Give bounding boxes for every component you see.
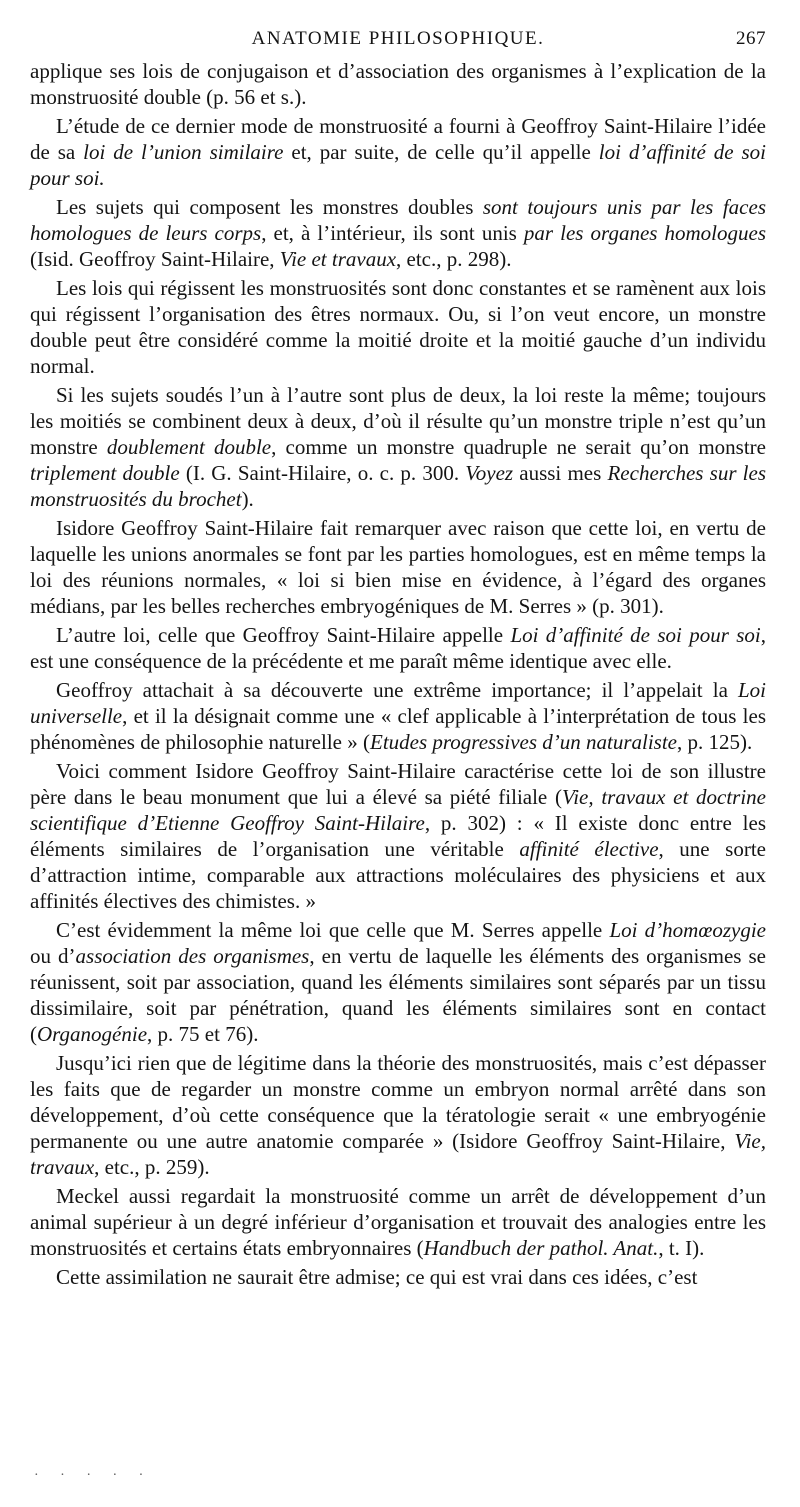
text-run: Les sujets qui composent les monstres doubles xyxy=(56,195,483,219)
italic-text: Loi d’affinité de soi pour soi xyxy=(510,623,761,647)
italic-text: Vie, travaux et doctrine scientifique d’Etienne Geoffroy Saint-Hilaire xyxy=(30,785,766,835)
text-run: L’étude de ce dernier mode de monstruosité a fourni à Geoffroy Saint-Hilaire l’idée de sa xyxy=(30,114,766,164)
text-run: , et il la désignait comme une « clef applicable à l’interprétation de tous les phénomènes de philosophie naturelle » ( xyxy=(30,704,766,754)
paragraph xyxy=(30,1050,766,1180)
paragraph xyxy=(30,677,766,755)
document-page xyxy=(30,28,766,1293)
text-run: Geoffroy attachait à sa découverte une extrême importance; il l’appelait la xyxy=(56,678,738,702)
italic-text: triplement double xyxy=(30,461,180,485)
italic-text: Organogénie xyxy=(37,1022,148,1046)
italic-text: association des organismes xyxy=(75,944,310,968)
text-run: ou d’ xyxy=(30,944,76,968)
text-run: Voici comment Isidore Geoffroy Saint-Hilaire caractérise cette loi de son illustre père dans le beau monument que lui a élevé sa piété filiale ( xyxy=(30,759,766,809)
italic-text: Vie, travaux xyxy=(30,1129,766,1179)
italic-text: affinité élective xyxy=(519,837,659,861)
text-run: et, par suite, de celle qu’il appelle xyxy=(283,140,599,164)
text-run: , comme un monstre quadruple ne serait qu’on monstre xyxy=(271,435,766,459)
text-run: , t. I). xyxy=(658,1236,705,1260)
text-run: Si les sujets soudés l’un à l’autre sont plus de deux, la loi reste la même; toujours les moitiés se combinent deux à deux, d’où il résulte qu’un monstre triple n’est qu’un monstre xyxy=(30,383,766,459)
text-run: Cette assimilation ne saurait être admise; ce qui est vrai dans ces idées, c’est xyxy=(56,1265,698,1289)
paragraph xyxy=(30,194,766,272)
paragraph xyxy=(30,515,766,619)
italic-text: Vie et travaux xyxy=(279,247,397,271)
text-run: L’autre loi, celle que Geoffroy Saint-Hilaire appelle xyxy=(56,623,511,647)
italic-text: loi de l’union similaire xyxy=(83,140,284,164)
text-run: applique ses lois de conjugaison et d’association des organismes à l’explication de la monstruosité double (p. 56 et s.). xyxy=(30,59,766,109)
text-run: , une sorte d’attraction intime, comparable aux attractions moléculaires des physiciens et aux affinités électives des chimistes. » xyxy=(30,837,766,913)
text-run: , p. 125). xyxy=(677,730,753,754)
italic-text: sont toujours unis par les faces homologues de leurs corps xyxy=(30,195,766,245)
text-run: Meckel aussi regardait la monstruosité comme un arrêt de développement d’un animal supérieur à un degré inférieur d’organisation et trouvait des analogies entre les monstruosités et certains états embryonnaires ( xyxy=(30,1184,766,1260)
text-run: (Isid. Geoffroy Saint-Hilaire, xyxy=(30,247,280,271)
text-run: , p. 75 et 76). xyxy=(147,1022,259,1046)
text-run: , p. 302) : « Il existe donc entre les éléments similaires de l’organisation une véritable xyxy=(30,811,766,861)
text-run: , en vertu de laquelle les éléments des organismes se réunissent, soit par association, quand les éléments similaires sont séparés par un tissu dissimilaire, soit par pénétration, quand les éléments similaires sont en contact ( xyxy=(30,944,766,1046)
text-run: Jusqu’ici rien que de légitime dans la théorie des monstruosités, mais c’est dépasser les faits que de regarder un monstre comme un embryon normal arrêté dans son développement, d’où cette conséquence que la tératologie serait « une embryogénie permanente ou une autre anatomie comparée » (Isidore Geoffroy Saint-Hilaire, xyxy=(30,1051,766,1153)
paragraph xyxy=(30,917,766,1047)
text-run: , et, à l’intérieur, ils sont unis xyxy=(261,221,524,245)
paragraph xyxy=(30,113,766,191)
paragraph xyxy=(30,758,766,914)
text-run: Les lois qui régissent les monstruosités sont donc constantes et se ramènent aux lois qui régissent l’organisation des êtres normaux. Ou, si l’on veut encore, un monstre double peut être considéré comme la moitié droite et la moitié gauche d’un individu normal. xyxy=(30,276,766,378)
paragraph xyxy=(30,1264,766,1290)
italic-text: Voyez xyxy=(465,461,514,485)
bottom-speckle: · · · · · xyxy=(34,1468,153,1483)
paragraph xyxy=(30,382,766,512)
italic-text: doublement double xyxy=(106,435,272,459)
paragraph xyxy=(30,622,766,674)
text-run: (I. G. Saint-Hilaire, o. c. p. 300. xyxy=(179,461,466,485)
italic-text: Loi universelle xyxy=(30,678,766,728)
running-title: ANATOMIE PHILOSOPHIQUE. xyxy=(251,28,545,49)
paragraph xyxy=(30,1183,766,1261)
italic-text: Handbuch der pathol. Anat. xyxy=(423,1236,659,1260)
italic-text: Etudes progressives d’un naturaliste xyxy=(370,730,678,754)
italic-text: Recherches sur les monstruosités du brochet xyxy=(30,461,766,511)
text-run: , est une conséquence de la précédente et me paraît même identique avec elle. xyxy=(30,623,766,673)
body-text xyxy=(30,58,766,1290)
italic-text: Loi d’homœozygie xyxy=(609,918,766,942)
page-number: 267 xyxy=(736,28,766,49)
text-run: ). xyxy=(241,487,254,511)
running-header xyxy=(30,28,766,58)
text-run: , etc., p. 298). xyxy=(396,247,512,271)
text-run: aussi mes xyxy=(513,461,608,485)
italic-text: par les organes homologues xyxy=(523,221,766,245)
text-run: Isidore Geoffroy Saint-Hilaire fait remarquer avec raison que cette loi, en vertu de laquelle les unions anormales se font par les parties homologues, est en même temps la loi des réunions normales, « loi si bien mise en évidence, à l’égard des organes médians, par les belles recherches embryogéniques de M. Serres » (p. 301). xyxy=(30,516,766,618)
paragraph xyxy=(30,58,766,110)
text-run: , etc., p. 259). xyxy=(94,1155,210,1179)
text-run: C’est évidemment la même loi que celle que M. Serres appelle xyxy=(56,918,610,942)
paragraph xyxy=(30,275,766,379)
italic-text: loi d’affinité de soi pour soi. xyxy=(30,140,766,190)
